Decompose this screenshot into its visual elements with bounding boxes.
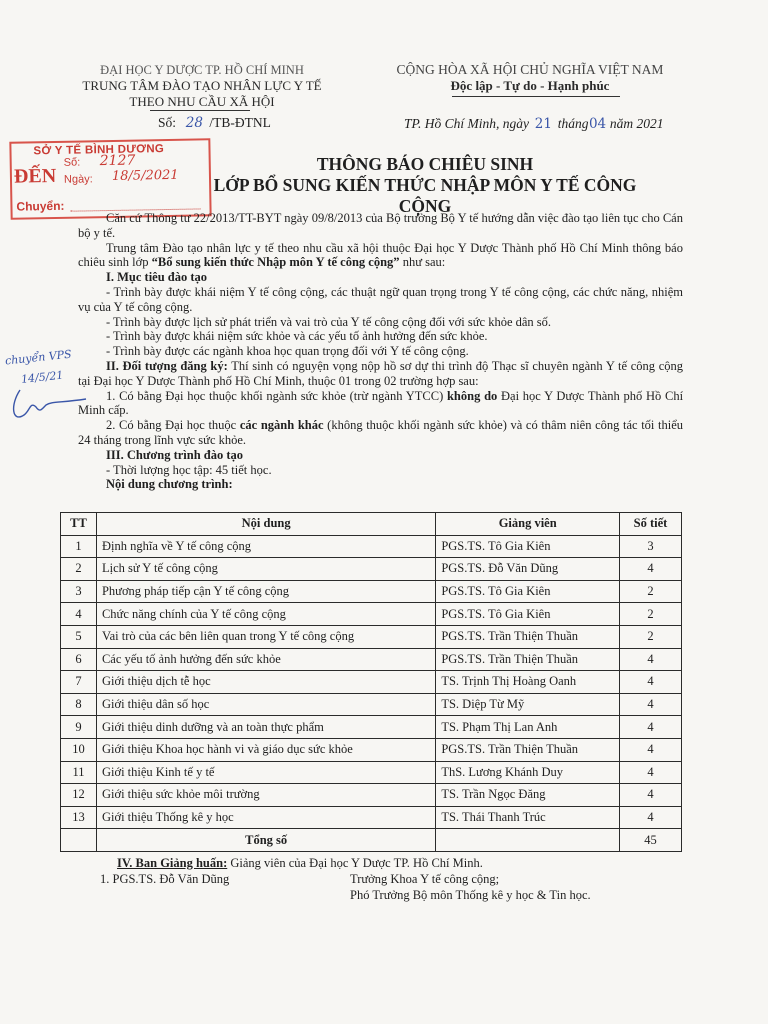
faculty-member-1-role2: Phó Trưởng Bộ môn Thống kê y học & Tin học. bbox=[350, 888, 591, 902]
row-number: 2 bbox=[61, 558, 97, 581]
table-row bbox=[61, 761, 682, 784]
row-number: 5 bbox=[61, 625, 97, 648]
row-periods: 3 bbox=[620, 535, 682, 558]
row-content: Vai trò của các bên liên quan trong Y tế công cộng bbox=[96, 625, 435, 648]
table-row bbox=[61, 738, 682, 761]
section3-heading: III. Chương trình đào tạo bbox=[106, 447, 244, 462]
section4-heading: IV. Ban Giảng huấn: bbox=[117, 856, 228, 870]
row-periods: 4 bbox=[620, 716, 682, 739]
col-header-lecturer: Giảng viên bbox=[436, 513, 620, 536]
header-right-divider bbox=[452, 96, 620, 97]
table-row bbox=[61, 806, 682, 829]
row-content: Giới thiệu dân số học bbox=[96, 693, 435, 716]
row-lecturer: PGS.TS. Tô Gia Kiên bbox=[436, 535, 620, 558]
total-label: Tổng số bbox=[96, 829, 435, 852]
faculty-section bbox=[117, 856, 677, 871]
section2-heading: II. Đối tượng đăng ký: bbox=[106, 358, 228, 373]
row-content: Giới thiệu Kinh tế y tế bbox=[96, 761, 435, 784]
col-header-content: Nội dung bbox=[96, 513, 435, 536]
notice-body bbox=[78, 211, 683, 492]
stamp-ngay-handwritten: 18/5/2021 bbox=[111, 167, 179, 184]
row-content: Giới thiệu Khoa học hành vi và giáo dục sức khỏe bbox=[96, 738, 435, 761]
row-number: 3 bbox=[61, 580, 97, 603]
row-lecturer: TS. Trần Ngọc Đăng bbox=[436, 784, 620, 807]
date-month-handwritten: 04 bbox=[588, 116, 607, 132]
national-header bbox=[380, 62, 680, 94]
row-content: Giới thiệu dinh dưỡng và an toàn thực phẩm bbox=[96, 716, 435, 739]
row-lecturer: PGS.TS. Trần Thiện Thuần bbox=[436, 738, 620, 761]
row-periods: 4 bbox=[620, 761, 682, 784]
row-content: Giới thiệu Thống kê y học bbox=[96, 806, 435, 829]
row-lecturer: ThS. Lương Khánh Duy bbox=[436, 761, 620, 784]
section1-heading: I. Mục tiêu đào tạo bbox=[106, 270, 208, 285]
faculty-member-1-role1: Trưởng Khoa Y tế công cộng; bbox=[350, 872, 500, 886]
table-total-row bbox=[61, 829, 682, 852]
program-content-heading: Nội dung chương trình: bbox=[106, 477, 233, 492]
row-number: 10 bbox=[61, 738, 97, 761]
row-periods: 4 bbox=[620, 558, 682, 581]
row-number: 8 bbox=[61, 693, 97, 716]
row-periods: 4 bbox=[620, 648, 682, 671]
row-number: 11 bbox=[61, 761, 97, 784]
col-header-tt: TT bbox=[61, 513, 97, 536]
objective-item-3: - Trình bày được khái niệm sức khỏe và các yếu tố ảnh hưởng đến sức khỏe. bbox=[106, 329, 488, 344]
issuer-header bbox=[60, 62, 344, 110]
col-header-periods: Số tiết bbox=[620, 513, 682, 536]
row-lecturer: PGS.TS. Tô Gia Kiên bbox=[436, 580, 620, 603]
section2-paragraph: II. Đối tượng đăng ký: Thí sinh có nguyện vọng nộp hồ sơ dự thi trình độ Thạc sĩ chuyên ngành Y tế công cộng tại Đại học Y Dược Thành phố Hồ Chí Minh, thuộc 01 trong 02 trường hợp sau: bbox=[78, 358, 683, 388]
stamp-so-handwritten: 2127 bbox=[99, 152, 136, 170]
table-row bbox=[61, 716, 682, 739]
row-number: 7 bbox=[61, 671, 97, 694]
row-lecturer: PGS.TS. Tô Gia Kiên bbox=[436, 603, 620, 626]
row-periods: 4 bbox=[620, 693, 682, 716]
table-row bbox=[61, 603, 682, 626]
stamp-den: ĐẾN bbox=[13, 164, 57, 188]
objective-item-1: - Trình bày được khái niệm Y tế công cộng, các thuật ngữ quan trọng trong Y tế công cộng, các chức năng, nhiệm vụ của Y tế công cộng. bbox=[78, 284, 683, 314]
course-duration: - Thời lượng học tập: 45 tiết học. bbox=[106, 462, 272, 477]
table-row bbox=[61, 648, 682, 671]
center-name-line2: THEO NHU CẦU XÃ HỘI bbox=[129, 94, 275, 109]
row-periods: 2 bbox=[620, 625, 682, 648]
stamp-title: SỞ Y TẾ BÌNH DƯƠNG bbox=[33, 143, 165, 158]
row-content: Giới thiệu sức khỏe môi trường bbox=[96, 784, 435, 807]
row-periods: 2 bbox=[620, 603, 682, 626]
faculty-member-1-name: 1. PGS.TS. Đỗ Văn Dũng bbox=[100, 872, 230, 886]
intro-paragraph-2: Trung tâm Đào tạo nhân lực y tế theo nhu cầu xã hội thuộc Đại học Y Dược Thành phố Hồ Chí Minh thông báo chiêu sinh lớp “Bổ sung kiến thức Nhập môn Y tế công cộng” như sau: bbox=[78, 240, 683, 270]
row-content: Phương pháp tiếp cận Y tế công cộng bbox=[96, 580, 435, 603]
table-row bbox=[61, 693, 682, 716]
table-row bbox=[61, 784, 682, 807]
eligibility-item-2: 2. Có bằng Đại học thuộc các ngành khác (không thuộc khối ngành sức khỏe) và có thâm niên công tác tối thiểu 24 tháng trong lĩnh vực sức khỏe. bbox=[78, 418, 684, 447]
country-name: CỘNG HÒA XÃ HỘI CHỦ NGHĨA VIỆT NAM bbox=[396, 62, 664, 77]
notice-title bbox=[200, 154, 650, 217]
row-content: Các yếu tố ảnh hưởng đến sức khỏe bbox=[96, 648, 435, 671]
document-number-handwritten: 28 bbox=[185, 115, 203, 131]
received-stamp bbox=[9, 138, 211, 219]
program-table bbox=[60, 512, 682, 852]
table-row bbox=[61, 558, 682, 581]
section4-line: IV. Ban Giảng huấn: Giảng viên của Đại học Y Dược TP. Hồ Chí Minh. bbox=[117, 856, 483, 870]
center-name-line1: TRUNG TÂM ĐÀO TẠO NHÂN LỰC Y TẾ bbox=[82, 78, 322, 93]
intro-paragraph-1: Căn cứ Thông tư 22/2013/TT-BYT ngày 09/8/2013 của Bộ trưởng Bộ Y tế hướng dẫn việc đào tạo liên tục cho Cán bộ y tế. bbox=[78, 211, 683, 240]
table-row bbox=[61, 535, 682, 558]
row-number: 1 bbox=[61, 535, 97, 558]
university-name: ĐẠI HỌC Y DƯỢC TP. HỒ CHÍ MINH bbox=[100, 63, 304, 77]
document-number: Số: 28 /TB-ĐTNL bbox=[158, 115, 271, 131]
notice-title-line2: LỚP BỔ SUNG KIẾN THỨC NHẬP MÔN Y TẾ CÔNG CỘNG bbox=[213, 175, 637, 216]
objective-item-4: - Trình bày được các ngành khoa học quan trọng đối với Y tế công cộng. bbox=[106, 344, 469, 359]
row-number: 12 bbox=[61, 784, 97, 807]
eligibility-item-1: 1. Có bằng Đại học thuộc khối ngành sức khỏe (trừ ngành YTCC) không do Đại học Y Dược Thành phố Hồ Chí Minh cấp. bbox=[78, 388, 684, 418]
date-day-handwritten: 21 bbox=[534, 116, 552, 132]
row-periods: 2 bbox=[620, 580, 682, 603]
row-number: 13 bbox=[61, 806, 97, 829]
row-content: Giới thiệu dịch tễ học bbox=[96, 671, 435, 694]
row-lecturer: TS. Thái Thanh Trúc bbox=[436, 806, 620, 829]
margin-handwritten-note: chuyển VPS 14/5/21 bbox=[4, 347, 73, 386]
table-row bbox=[61, 580, 682, 603]
row-number: 4 bbox=[61, 603, 97, 626]
table-row bbox=[61, 671, 682, 694]
total-value: 45 bbox=[620, 829, 682, 852]
stamp-ngay-label: Ngày: bbox=[63, 173, 93, 186]
document-date: TP. Hồ Chí Minh, ngày 21 tháng04 năm 2021 bbox=[404, 116, 664, 132]
stamp-chuyen-label: Chuyển: bbox=[16, 198, 65, 214]
table-row bbox=[61, 625, 682, 648]
row-content: Định nghĩa về Y tế công cộng bbox=[96, 535, 435, 558]
row-content: Chức năng chính của Y tế công cộng bbox=[96, 603, 435, 626]
stamp-so-label: Số: bbox=[63, 156, 81, 169]
course-name: “Bổ sung kiến thức Nhập môn Y tế công cộng” bbox=[151, 255, 400, 270]
row-number: 9 bbox=[61, 716, 97, 739]
row-lecturer: TS. Phạm Thị Lan Anh bbox=[436, 716, 620, 739]
row-lecturer: TS. Diệp Từ Mỹ bbox=[436, 693, 620, 716]
row-periods: 4 bbox=[620, 671, 682, 694]
row-periods: 4 bbox=[620, 806, 682, 829]
table-header-row bbox=[61, 513, 682, 536]
row-number: 6 bbox=[61, 648, 97, 671]
row-periods: 4 bbox=[620, 784, 682, 807]
row-content: Lịch sử Y tế công cộng bbox=[96, 558, 435, 581]
row-lecturer: PGS.TS. Trần Thiện Thuần bbox=[436, 625, 620, 648]
motto: Độc lập - Tự do - Hạnh phúc bbox=[450, 78, 610, 93]
notice-title-line1: THÔNG BÁO CHIÊU SINH bbox=[316, 154, 534, 174]
row-lecturer: PGS.TS. Đỗ Văn Dũng bbox=[436, 558, 620, 581]
header-left-divider bbox=[150, 110, 250, 111]
row-periods: 4 bbox=[620, 738, 682, 761]
objective-item-2: - Trình bày được lịch sử phát triển và vai trò của Y tế công cộng đối với sức khỏe dân số. bbox=[106, 314, 552, 329]
row-lecturer: PGS.TS. Trần Thiện Thuần bbox=[436, 648, 620, 671]
row-lecturer: TS. Trịnh Thị Hoàng Oanh bbox=[436, 671, 620, 694]
